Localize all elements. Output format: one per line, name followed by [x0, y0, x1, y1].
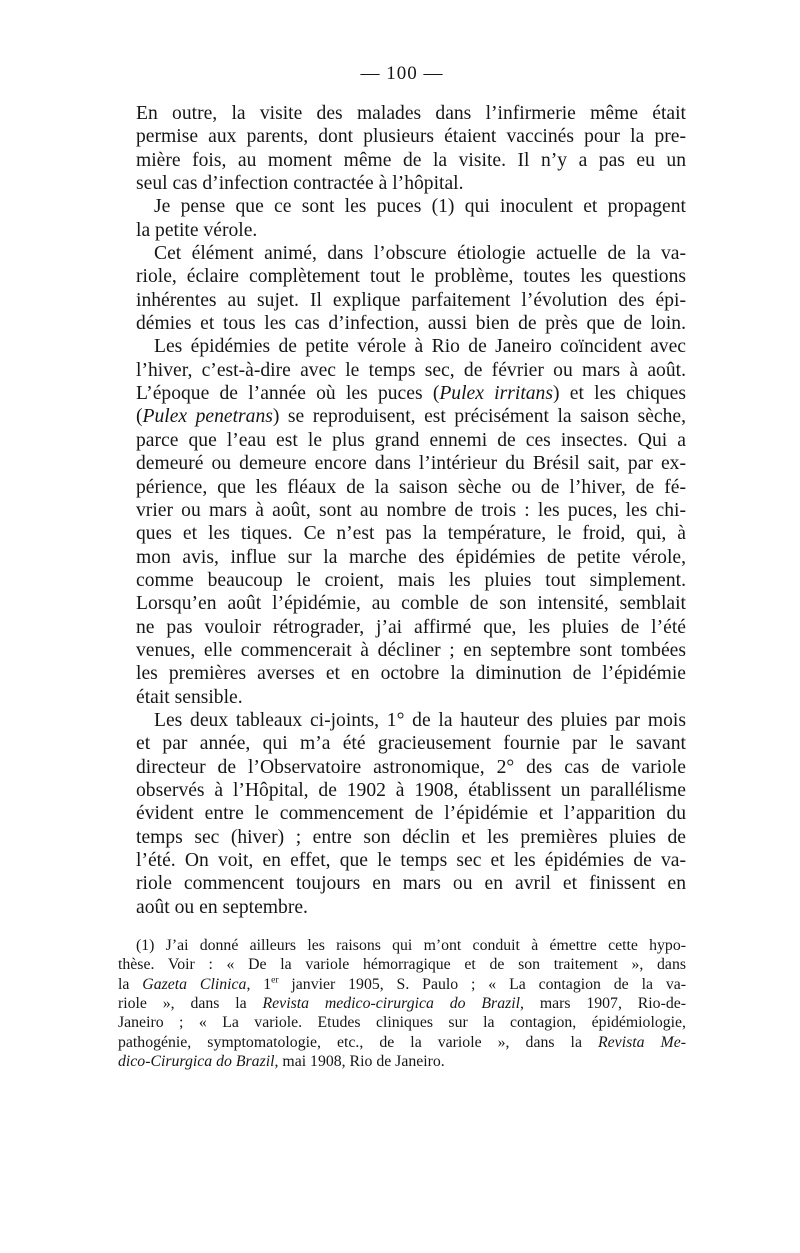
text-line: mière fois, au moment même de la visite. Il n’y a pas eu un — [136, 149, 686, 171]
text-line: et par année, qui m’a été gracieusement fournie par le savant — [136, 733, 686, 755]
text-line: périence, que les fléaux de la saison sèche ou de l’hiver, de fé- — [136, 476, 686, 498]
paragraph — [118, 709, 686, 919]
text-line: directeur de l’Observatoire astronomique, 2° des cas de variole — [136, 756, 686, 778]
paragraph — [118, 242, 686, 335]
text-line: l’hiver, c’est-à-dire avec le temps sec, de février ou mars à août. — [136, 359, 686, 381]
text-line: ques et les tiques. Ce n’est pas la température, le froid, qui, à — [136, 523, 686, 545]
footnote-line: pathogénie, symptomatologie, etc., de la variole », dans la Revista Me- — [118, 1033, 686, 1051]
body-text — [118, 102, 686, 919]
footnote-line: la Gazeta Clinica, 1er janvier 1905, S. Paulo ; « La contagion de la va- — [118, 975, 687, 993]
text-line: Lorsqu’en août l’épidémie, au comble de son intensité, semblait — [136, 593, 686, 615]
text-line: Les deux tableaux ci-joints, 1° de la hauteur des pluies par mois — [154, 709, 686, 731]
footnote-line: riole », dans la Revista medico-cirurgica do Brazil, mars 1907, Rio-de- — [118, 994, 686, 1012]
text-line: évident entre le commencement de l’épidémie et l’apparition du — [136, 803, 686, 825]
text-line: observés à l’Hôpital, de 1902 à 1908, établissent un parallélisme — [136, 779, 686, 801]
text-line: permise aux parents, dont plusieurs étaient vaccinés pour la pre- — [136, 126, 686, 148]
text-line: ne pas vouloir rétrograder, j’ai affirmé que, les pluies de l’été — [136, 616, 686, 638]
text-line: l’été. On voit, en effet, que le temps sec et les épidémies de va- — [136, 850, 686, 871]
text-line: demeuré ou demeure encore dans l’intérieur du Brésil sait, par ex- — [136, 453, 686, 475]
text-line: venues, elle commencerait à décliner ; en septembre sont tombées — [136, 639, 686, 661]
text-line: mon avis, influe sur la marche des épidémies de petite vérole, — [136, 546, 686, 568]
text-line: temps sec (hiver) ; entre son déclin et les premières pluies de — [136, 826, 686, 848]
text-line: inhérentes au sujet. Il explique parfaitement l’évolution des épi- — [136, 289, 686, 311]
text-line: riole commencent toujours en mars ou en avril et finissent en — [136, 873, 686, 895]
text-line: riole, éclaire complètement tout le problème, toutes les questions — [136, 266, 686, 288]
text-line: Les épidémies de petite vérole à Rio de Janeiro coïncident avec — [154, 336, 686, 358]
paragraph — [118, 102, 686, 195]
paragraph — [118, 195, 686, 242]
text-line: vrier ou mars à août, sont au nombre de trois : les puces, les chi- — [136, 499, 686, 521]
footnote-line: Janeiro ; « La variole. Etudes cliniques sur la contagion, épidémiologie, — [118, 1014, 686, 1032]
text-line: comme beaucoup le croient, mais les pluies tout simplement. — [136, 569, 686, 591]
text-line: les premières averses et en octobre la diminution de l’épidémie — [136, 663, 686, 685]
paragraph — [118, 335, 686, 709]
text-line: parce que l’eau est le plus grand ennemi de ces insectes. Qui a — [136, 429, 686, 451]
text-line: Cet élément animé, dans l’obscure étiologie actuelle de la va- — [154, 243, 686, 265]
footnote-line: (1) J’ai donné ailleurs les raisons qui m’ont conduit à émettre cette hypo- — [136, 937, 686, 955]
text-line: L’époque de l’année où les puces (Pulex irritans) et les chiques — [136, 383, 686, 405]
text-line: En outre, la visite des malades dans l’infirmerie même était — [136, 103, 686, 124]
book-page — [118, 62, 686, 1071]
text-line: (Pulex penetrans) se reproduisent, est précisément la saison sèche, — [136, 406, 686, 428]
text-line: Je pense que ce sont les puces (1) qui inoculent et propagent — [154, 196, 686, 218]
text-line: la petite vérole. — [136, 219, 258, 241]
text-line: seul cas d’infection contractée à l’hôpital. — [136, 173, 464, 195]
footnote-line: dico-Cirurgica do Brazil, mai 1908, Rio de Janeiro. — [118, 1052, 445, 1070]
text-line: démies et tous les cas d’infection, aussi bien de près que de loin. — [136, 313, 686, 335]
text-line: était sensible. — [136, 686, 243, 708]
footnote — [118, 936, 686, 1071]
footnote-line: thèse. Voir : « De la variole hémorragique et de son traitement », dans — [118, 956, 686, 974]
page-number: — 100 — — [360, 63, 444, 84]
text-line: août ou en septembre. — [136, 896, 308, 918]
